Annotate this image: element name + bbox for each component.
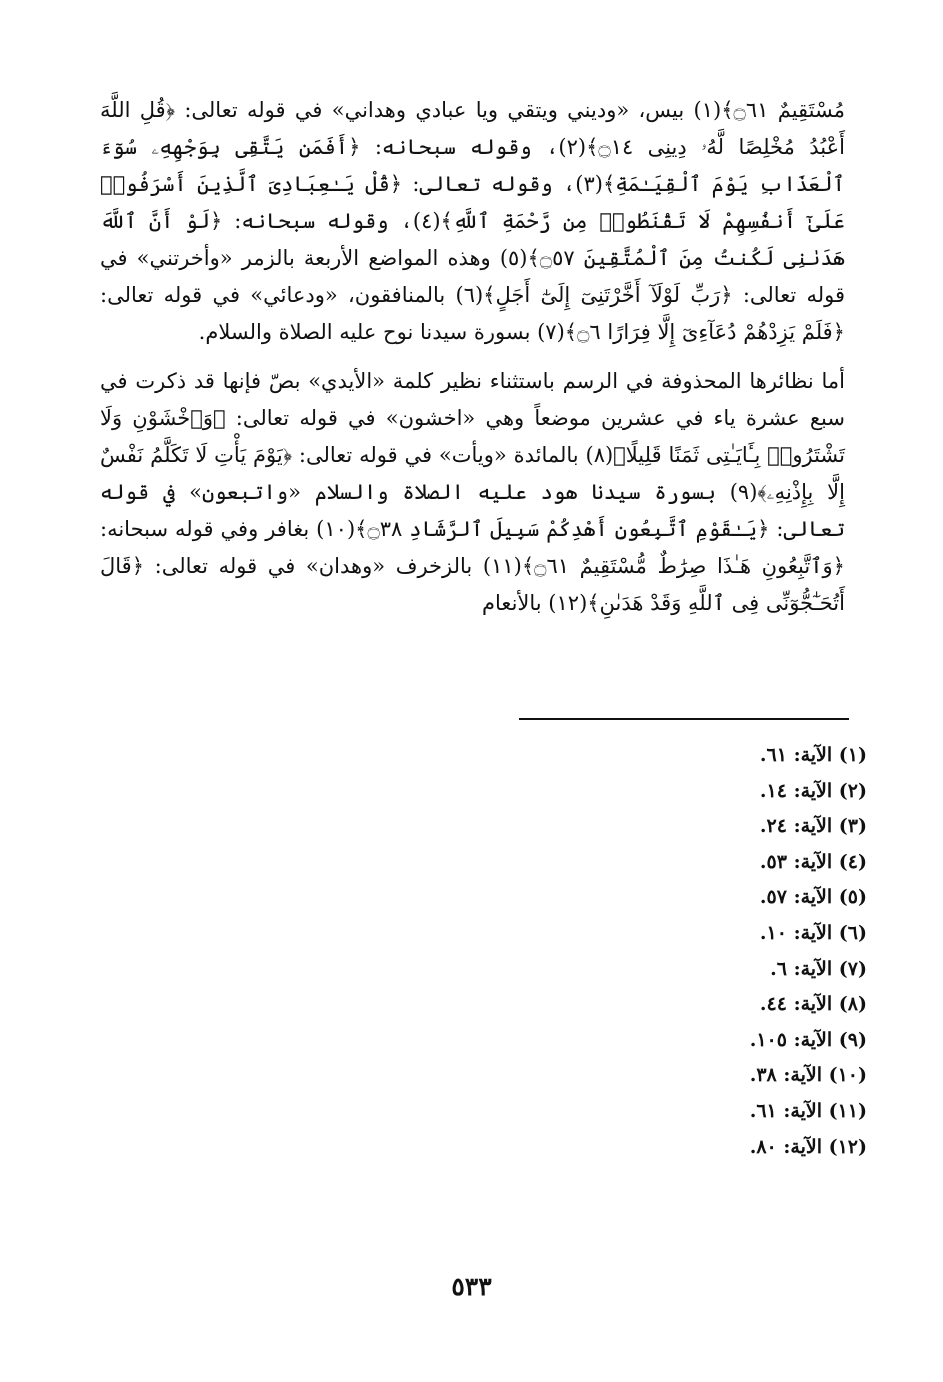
paragraph-1: مُسْتَقِيمٌ ۝٦١﴾(١) بيس، «وديني ويتقي ويا عبادي وهداني» في قوله تعالى: ﴿قُلِ اللَّهَ أَعْبُدُ مُخْلِصًا لَّهُۥ دِينِى ۝١٤﴾(٢)، وقوله سبحانه: ﴿أَفَمَن يَتَّقِى بِوَجْهِهِۦ سُوٓءَ ٱلْعَذَابِ يَوْمَ ٱلْقِيَـٰمَةِ﴾(٣)، وقوله تعالى: ﴿قُلْ يَـٰعِبَادِىَ ٱلَّذِينَ أَسْرَفُوا۟ عَلَىٰٓ أَنفُسِهِمْ لَا تَقْنَطُوا۟ مِن رَّحْمَةِ ٱللَّهِ﴾(٤)، وقوله سبحانه: ﴿لَوْ أَنَّ ٱللَّهَ هَدَىٰنِى لَكُنتُ مِنَ ٱلْمُتَّقِينَ ۝٥٧﴾(٥) وهذه المواضع الأربعة بالزمر «وأخرتني» في قوله تعالى: ﴿رَبِّ لَوْلَآ أَخَّرْتَنِىٓ إِلَىٰٓ أَجَلٍ﴾(٦) بالمنافقون، «ودعائي» في قوله تعالى: ﴿فَلَمْ يَزِدْهُمْ دُعَآءِىٓ إِلَّا فِرَارًا ۝٦﴾(٧) بسورة سيدنا نوح عليه الصلاة والسلام. [100, 98, 846, 344]
footnote-item: (٩) الآية: ١٠٥. [749, 1028, 867, 1051]
footnote-item: (١٠) الآية: ٣٨. [749, 1064, 867, 1087]
footnote-item: (٤) الآية: ٥٣. [759, 850, 867, 873]
page-body [100, 92, 845, 622]
page-number: ٥٣٣ [451, 1272, 492, 1301]
footnote-item: (٣) الآية: ٢٤. [759, 815, 867, 838]
footnote-item: (١١) الآية: ٦١. [749, 1099, 867, 1122]
footnote-item: (٥) الآية: ٥٧. [759, 886, 867, 909]
paragraph-2: أما نظائرها المحذوفة في الرسم باستثناء نظير كلمة «الأيدي» بصّ فإنها قد ذكرت في سبع عشرة ياء في عشرين موضعاً وهي «اخشون» في قوله تعالى: ﴿وَٱخْشَوْنِ وَلَا تَشْتَرُوا۟ بِـَٔايَـٰتِى ثَمَنًا قَلِيلًا﴾(٨) بالمائدة «ويأت» في قوله تعالى: ﴿يَوْمَ يَأْتِ لَا تَكَلَّمُ نَفْسٌ إِلَّا بِإِذْنِهِۦ﴾(٩) بسورة سيدنا هود عليه الصلاة والسلام «واتبعون» في قوله تعالى: ﴿يَـٰقَوْمِ ٱتَّبِعُونِ أَهْدِكُمْ سَبِيلَ ٱلرَّشَادِ ۝٣٨﴾(١٠) بغافر وفي قوله سبحانه: ﴿وَٱتَّبِعُونِ هَـٰذَا صِرَٰطٌ مُّسْتَقِيمٌ ۝٦١﴾(١١) بالزخرف «وهدان» في قوله تعالى: ﴿قَالَ أَتُحَـٰٓجُّوٓنِّى فِى ٱللَّهِ وَقَدْ هَدَىٰنِ﴾(١٢) بالأنعام [100, 369, 845, 615]
footnote-item: (١٢) الآية: ٨٠. [749, 1135, 867, 1158]
footnote-item: (٢) الآية: ١٤. [759, 779, 867, 802]
footnote-item: (٦) الآية: ١٠. [759, 921, 867, 944]
footnote-item: (٧) الآية: ٦. [770, 957, 867, 980]
footnote-item: (١) الآية: ٦١. [759, 744, 867, 766]
footnote-separator [519, 718, 849, 720]
footnotes-list [567, 738, 867, 1165]
footnote-item: (٨) الآية: ٤٤. [759, 993, 867, 1016]
